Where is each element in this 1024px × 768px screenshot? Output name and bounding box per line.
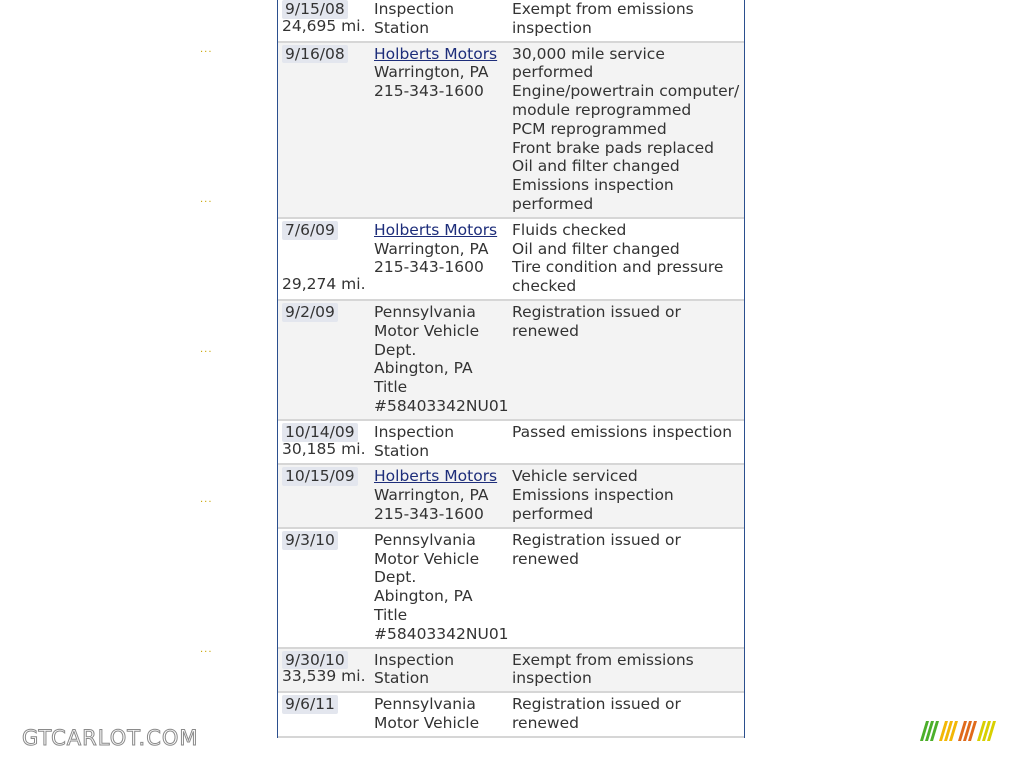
source-line: 215-343-1600 [374,504,484,523]
comment-cell [512,221,744,296]
comment-line: Emissions inspection [512,486,674,505]
source-line: 215-343-1600 [374,82,484,101]
date-cell [278,467,374,523]
comment-cell [512,695,744,733]
source-line: Inspection Station [374,422,455,460]
gtcarlot-watermark: GTCARLOT.COM [22,726,199,750]
date-cell [278,531,374,644]
history-row [278,219,744,301]
date-cell [278,651,374,689]
comment-line: Registration issued or renewed [512,695,681,732]
comment-line: module reprogrammed [512,100,692,119]
date-cell [278,45,374,214]
source-cell [374,303,512,416]
comment-line: performed [512,504,594,523]
history-row [278,693,744,738]
date-cell [278,303,374,416]
record-mileage: 29,274 mi. [282,275,366,294]
source-line: #58403342NU01 [374,396,509,415]
source-line: Pennsylvania [374,302,476,321]
comment-cell [512,45,744,214]
source-line: Dept. [374,340,417,359]
comment-cell [512,531,744,644]
comment-line: inspection [512,18,592,37]
history-row [278,0,744,43]
history-row [278,529,744,649]
dealer-link[interactable]: Holberts Motors [374,467,498,486]
source-line: Warrington, PA [374,63,489,82]
history-row [278,465,744,528]
source-cell [374,695,512,733]
record-date: 9/2/09 [282,303,338,322]
date-cell [278,423,374,461]
history-row [278,43,744,219]
comment-line: Registration issued or renewed [512,302,681,340]
source-line: Abington, PA [374,587,473,606]
record-mileage: 33,539 mi. [282,667,366,686]
history-row [278,649,744,694]
record-date: 9/30/10 [282,651,348,670]
source-cell [374,651,512,689]
record-date: 7/6/09 [282,221,338,240]
source-cell [374,423,512,461]
date-cell [278,221,374,296]
comment-line: Registration issued or renewed [512,530,681,568]
source-cell [374,45,512,214]
history-row [278,421,744,466]
record-mileage: 24,695 mi. [282,16,366,35]
record-date: 10/14/09 [282,423,358,442]
source-line: Dept. [374,568,417,587]
record-date: 10/15/09 [282,467,358,486]
dotted-marker: ... [200,344,213,355]
dealer-link[interactable]: Holberts Motors [374,44,498,63]
gtcarlot-logo-icon [920,720,998,742]
comment-line: Exempt from emissions [512,0,694,18]
record-date: 9/3/10 [282,531,338,550]
comment-line: Front brake pads replaced [512,138,715,157]
source-line: Motor Vehicle [374,713,480,732]
source-cell [374,221,512,296]
comment-line: Fluids checked [512,220,627,239]
source-line: Warrington, PA [374,239,489,258]
dotted-marker: ... [200,44,213,55]
comment-line: inspection [512,669,592,688]
comment-line: PCM reprogrammed [512,119,667,138]
source-line: Motor Vehicle [374,549,480,568]
date-cell [278,0,374,38]
comment-line: Engine/powertrain computer/ [512,82,740,101]
comment-cell [512,651,744,689]
source-line: Warrington, PA [374,486,489,505]
dealer-link[interactable]: Holberts Motors [374,220,498,239]
source-line: Inspection Station [374,0,455,37]
comment-line: Tire condition and pressure [512,258,724,277]
source-cell [374,467,512,523]
dotted-marker: ... [200,494,213,505]
comment-cell [512,423,744,461]
comment-line: Vehicle serviced [512,467,638,486]
record-date: 9/6/11 [282,695,338,714]
comment-line: 30,000 mile service performed [512,44,665,82]
date-cell [278,695,374,733]
record-date: 9/16/08 [282,45,348,64]
comment-line: checked [512,277,577,296]
source-line: #58403342NU01 [374,624,509,643]
comment-line: Oil and filter changed [512,239,680,258]
comment-line: Oil and filter changed [512,157,680,176]
vehicle-history-table [277,0,745,738]
source-line: 215-343-1600 [374,258,484,277]
dotted-marker: ... [200,194,213,205]
comment-line: Exempt from emissions [512,650,694,669]
comment-cell [512,303,744,416]
source-line: Motor Vehicle [374,321,480,340]
source-line: Inspection Station [374,650,455,688]
source-cell [374,0,512,38]
source-line: Title [374,605,408,624]
comment-line: Passed emissions inspection [512,422,733,441]
source-line: Title [374,378,408,397]
record-date: 9/15/08 [282,0,348,19]
history-row [278,301,744,421]
comment-line: Emissions inspection [512,176,674,195]
comment-line: performed [512,194,594,213]
source-line: Abington, PA [374,359,473,378]
source-line: Pennsylvania [374,530,476,549]
comment-cell [512,467,744,523]
comment-cell [512,0,744,38]
dotted-marker: ... [200,644,213,655]
record-mileage: 30,185 mi. [282,439,366,458]
source-line: Pennsylvania [374,695,476,714]
source-cell [374,531,512,644]
